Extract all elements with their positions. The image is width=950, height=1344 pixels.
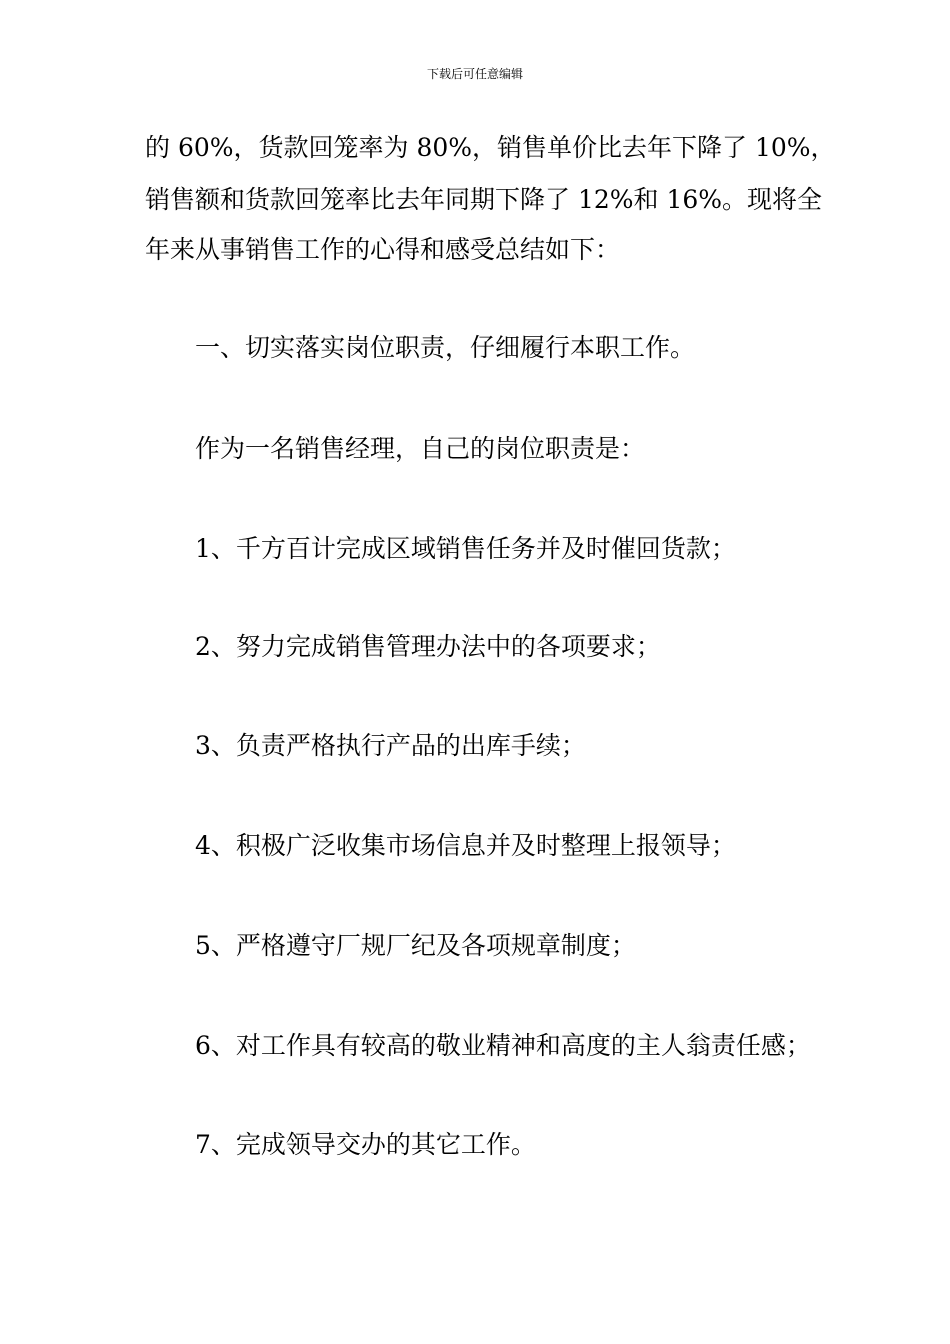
list-item: 2、努力完成销售管理办法中的各项要求； xyxy=(195,632,661,661)
intro-line: 的 60%，货款回笼率为 80%，销售单价比去年下降了 10%， xyxy=(145,133,836,162)
intro-line: 年来从事销售工作的心得和感受总结如下： xyxy=(145,235,621,264)
list-item: 3、负责严格执行产品的出库手续； xyxy=(195,731,586,760)
section-heading: 一、切实落实岗位职责，仔细履行本职工作。 xyxy=(195,333,696,362)
list-item: 4、积极广泛收集市场信息并及时整理上报领导； xyxy=(195,831,736,860)
list-item: 5、严格遵守厂规厂纪及各项规章制度； xyxy=(195,931,636,960)
list-item: 1、千方百计完成区域销售任务并及时催回货款； xyxy=(195,534,736,563)
intro-line: 销售额和货款回笼率比去年同期下降了 12%和 16%。现将全 xyxy=(145,185,823,214)
duties-lead: 作为一名销售经理，自己的岗位职责是： xyxy=(195,434,646,463)
page-header: 下载后可任意编辑 xyxy=(426,67,523,81)
list-item: 6、对工作具有较高的敬业精神和高度的主人翁责任感； xyxy=(195,1031,811,1060)
list-item: 7、完成领导交办的其它工作。 xyxy=(195,1130,536,1159)
